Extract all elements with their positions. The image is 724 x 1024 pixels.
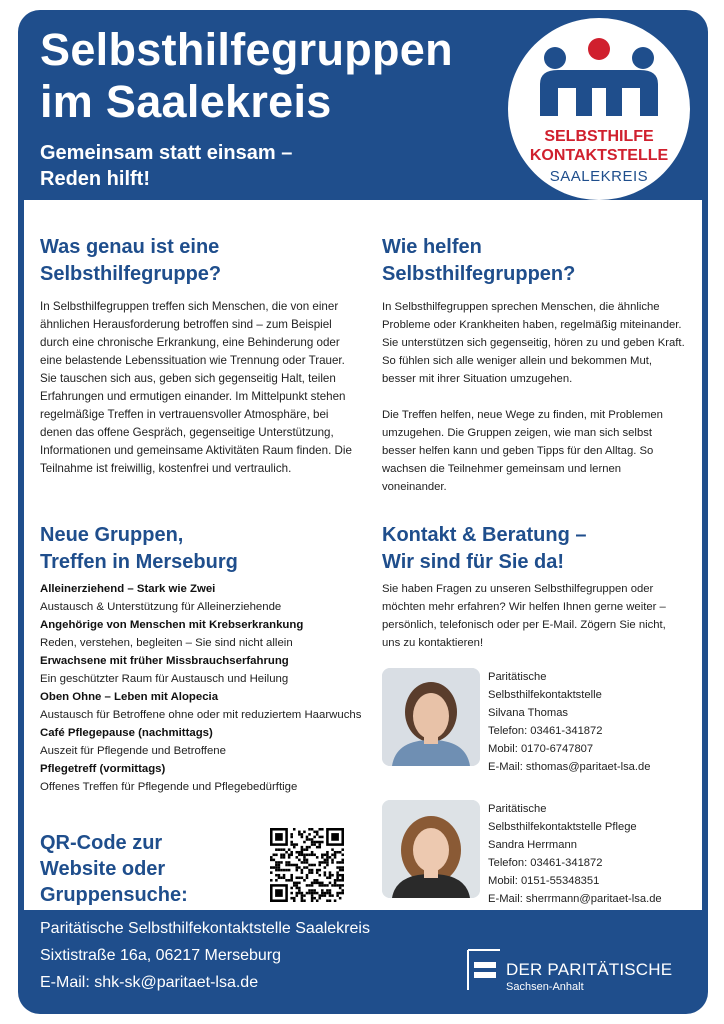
header	[18, 10, 708, 200]
contact-card	[382, 800, 688, 905]
subtitle-line-2: Reden hilft!	[40, 168, 150, 190]
intro-paragraph: In Selbsthilfegruppen treffen sich Menschen, die von einer ähnlichen Herausforderung betroffen sind – zum Beispiel durch eine chronische Erkrankung, eine Behinderung oder eine belastende Lebenssituation wie Trennung oder Trauer. Sie tauschen sich aus, geben sich gegenseitig Halt, teilen Erfahrungen und ermutigen einander. Im Mittelpunkt stehen regelmäßige Treffen in vertrauensvoller Atmosphäre, bei denen das offene Gespräch, gegenseitige Unterstützung, Informationen und gemeinsame Aktivitäten Raum finden. Die Teilnahme ist freiwillig, kostenfrei und vertraulich.	[40, 300, 352, 475]
group-name: Oben Ohne – Leben mit Alopecia	[40, 691, 219, 703]
heading-line: Wir sind für Sie da!	[382, 551, 565, 573]
contact-details	[488, 668, 698, 776]
qr-caption-line: Gruppensuche:	[40, 884, 188, 906]
group-name: Café Pflegepause (nachmittags)	[40, 727, 213, 739]
logo-text-selbsthilfe: SELBSTHILFE	[544, 128, 654, 145]
page-title	[40, 24, 453, 128]
help-paragraph-1: In Selbsthilfegruppen sprechen Menschen, die ähnliche Probleme oder Krankheiten haben, regelmäßig miteinander. Sie unterstützen sich gegenseitig, hören zu und geben Kraft. So fühlen sich alle weniger allein und bekommen Mut, besser mit ihrer Situation umzugehen.	[382, 301, 685, 385]
title-line-2: im Saalekreis	[40, 76, 332, 127]
qr-caption-line: Website oder	[40, 858, 166, 880]
logo-text-kontaktstelle: KONTAKTSTELLE	[529, 147, 669, 164]
group-description: Austausch für Betroffene ohne oder mit reduziertem Haarwuchs	[40, 709, 362, 721]
footer-organization: Paritätische Selbsthilfekontaktstelle Saalekreis	[40, 920, 370, 937]
poster-frame	[18, 10, 708, 1014]
contact-name: Silvana Thomas	[488, 707, 569, 719]
subtitle-line-1: Gemeinsam statt einsam –	[40, 142, 293, 164]
contact-org: Paritätische	[488, 671, 547, 683]
heading-line: Kontakt & Beratung –	[382, 524, 587, 546]
portrait-image	[382, 800, 480, 898]
heading-was-ist-selbsthilfegruppe	[40, 234, 221, 288]
selbsthilfe-logo	[508, 18, 690, 200]
contact-mobile[interactable]: Mobil: 0170-6747807	[488, 743, 594, 755]
paritaet-mark-icon	[466, 948, 502, 992]
qr-caption-line: QR-Code zur	[40, 832, 163, 854]
group-description: Ein geschützter Raum für Austausch und Heilung	[40, 673, 289, 685]
contact-card	[382, 668, 688, 773]
brand-name: DER PARITÄTISCHE	[506, 960, 673, 979]
contact-org: Paritätische	[488, 803, 547, 815]
contact-paragraph: Sie haben Fragen zu unseren Selbsthilfegruppen oder möchten mehr erfahren? Wir helfen Ihnen gerne weiter – persönlich, telefonisch oder per E-Mail. Zögern Sie nicht, uns zu kontaktieren!	[382, 583, 666, 649]
heading-line: Wie helfen	[382, 236, 482, 258]
contact-org: Selbsthilfekontaktstelle Pflege	[488, 821, 637, 833]
contact-email[interactable]: E-Mail: sthomas@paritaet-lsa.de	[488, 761, 651, 773]
contact-name: Sandra Herrmann	[488, 839, 577, 851]
footer	[18, 910, 708, 1014]
logo-text-saalekreis: SAALEKREIS	[549, 168, 649, 185]
group-description: Offenes Treffen für Pflegende und Pflegebedürftige	[40, 781, 298, 793]
title-line-1: Selbsthilfegruppen	[40, 24, 453, 75]
qr-code[interactable]	[270, 828, 344, 902]
subtitle	[40, 140, 292, 192]
brand-subtitle: Sachsen-Anhalt	[506, 981, 584, 993]
footer-email[interactable]: E-Mail: shk-sk@paritaet-lsa.de	[40, 974, 259, 991]
avatar	[382, 800, 480, 898]
heading-wie-helfen	[382, 234, 575, 288]
group-name: Erwachsene mit früher Missbrauchserfahrung	[40, 655, 289, 667]
qr-caption	[40, 830, 240, 908]
heading-line: Selbsthilfegruppen?	[382, 263, 576, 285]
group-description: Reden, verstehen, begleiten – Sie sind nicht allein	[40, 637, 293, 649]
heading-neue-gruppen	[40, 522, 238, 576]
paritaetische-logo	[466, 948, 696, 998]
group-name: Pflegetreff (vormittags)	[40, 763, 166, 775]
footer-address: Sixtistraße 16a, 06217 Merseburg	[40, 947, 282, 964]
contact-mobile[interactable]: Mobil: 0151-55348351	[488, 875, 600, 887]
heading-line: Was genau ist eine	[40, 236, 220, 258]
group-name: Alleinerziehend – Stark wie Zwei	[40, 583, 216, 595]
heading-line: Selbsthilfegruppe?	[40, 263, 222, 285]
group-list	[40, 580, 362, 796]
help-paragraph-2: Die Treffen helfen, neue Wege zu finden, mit Problemen umzugehen. Die Gruppen zeigen, wie man sich selbst besser helfen kann und geben Tipps für den Alltag. So wachsen die Teilnehmer gemeinsam und lernen voneinander.	[382, 409, 663, 493]
content-panel	[24, 200, 702, 910]
group-description: Austausch & Unterstützung für Alleinerziehende	[40, 601, 282, 613]
avatar	[382, 668, 480, 766]
group-description: Auszeit für Pflegende und Betroffene	[40, 745, 226, 757]
contact-email[interactable]: E-Mail: sherrmann@paritaet-lsa.de	[488, 893, 662, 905]
heading-line: Neue Gruppen,	[40, 524, 184, 546]
heading-kontakt-beratung	[382, 522, 586, 576]
portrait-image	[382, 668, 480, 766]
heading-line: Treffen in Merseburg	[40, 551, 238, 573]
contact-org: Selbsthilfekontaktstelle	[488, 689, 602, 701]
contact-phone[interactable]: Telefon: 03461-341872	[488, 857, 603, 869]
people-group-icon	[536, 36, 662, 116]
contact-details	[488, 800, 698, 908]
group-name: Angehörige von Menschen mit Krebserkrankung	[40, 619, 304, 631]
contact-phone[interactable]: Telefon: 03461-341872	[488, 725, 603, 737]
